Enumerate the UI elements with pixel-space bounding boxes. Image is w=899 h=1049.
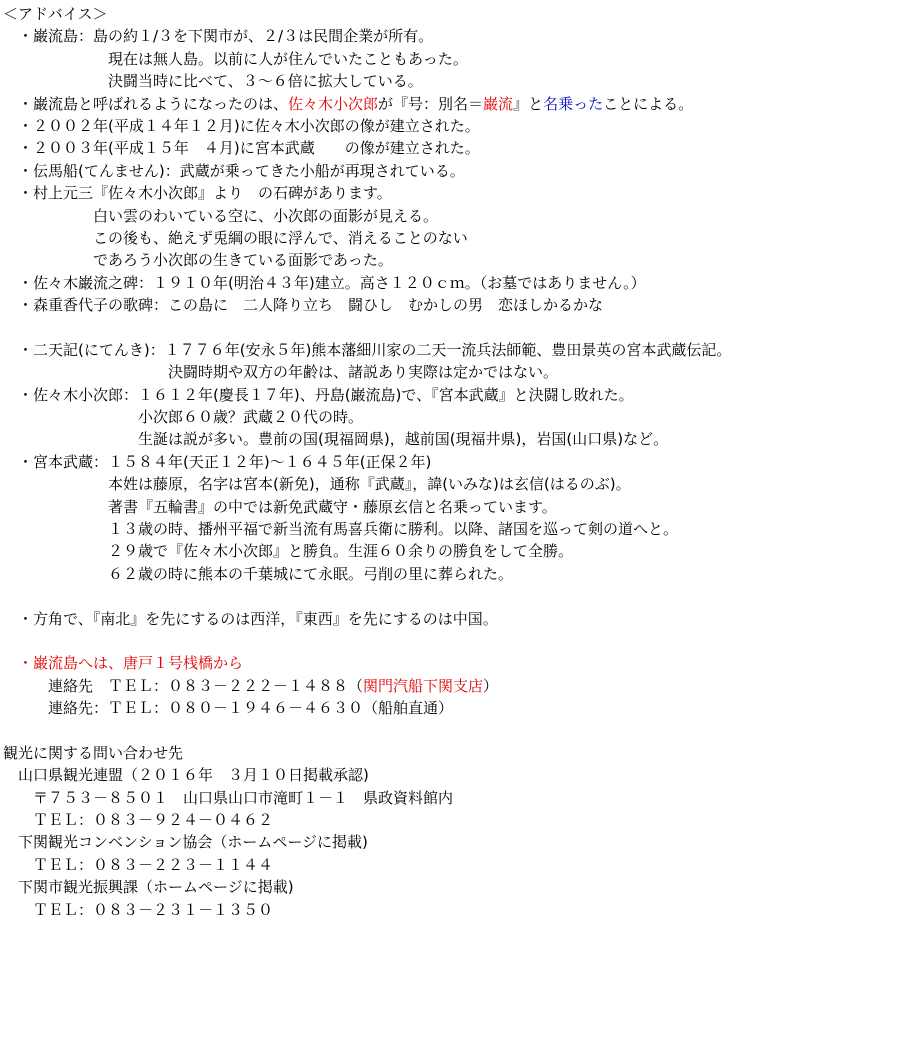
name-origin-text: ことによる。 — [603, 94, 694, 113]
spacer — [3, 585, 896, 607]
musashi-line-4: １３歳の時、播州平福で新当流有馬喜兵衛に勝利。以降、諸国を巡って剣の道へと。 — [3, 519, 679, 538]
kojiro-line-3: 生誕は説が多い。豊前の国(現福岡県)，越前国(現福井県)，岩国(山口県)など。 — [3, 430, 669, 449]
tenmasen-line: ・伝馬船(てんません)：武蔵が乗ってきた小船が再現されている。 — [3, 161, 465, 180]
murakami-line-1: ・村上元三『佐々木小次郎』より の石碑があります。 — [3, 184, 392, 203]
spacer — [3, 630, 896, 652]
tourism-heading: 観光に関する問い合わせ先 — [3, 743, 184, 762]
monument-line: ・佐々木巌流之碑：１９１０年(明治４３年)建立。高さ１２０ｃｍ。（お墓ではありません。） — [3, 273, 646, 292]
spacer — [3, 316, 896, 338]
statue-2003-line: ・２００３年(平成１５年 ４月)に宮本武蔵 の像が建立された。 — [3, 139, 480, 158]
shimonoseki-convention-name: 下関観光コンベンション協会（ホームページに掲載) — [3, 833, 368, 852]
murakami-line-3: この後も、絶えず兎綱の眼に浮んで、消えることのない — [3, 228, 468, 247]
murakami-line-4: であろう小次郎の生きている面影であった。 — [3, 251, 393, 270]
shimonoseki-convention-tel: ＴＥＬ：０８３－２２３－１１４４ — [3, 855, 274, 874]
nanotta-highlight: 名乗った — [543, 94, 604, 113]
musashi-line-3: 著書『五輪書』の中では新免武蔵守・藤原玄信と名乗っています。 — [3, 497, 557, 516]
advice-heading: ＜アドバイス＞ — [3, 5, 108, 23]
name-origin-text: が『号：別名＝ — [378, 94, 484, 113]
nitenki-line-2: 決闘時期や双方の年齢は、諸説あり実際は定かではない。 — [3, 363, 559, 382]
name-origin-text: 』と — [513, 94, 544, 113]
kojiro-line-1: ・佐々木小次郎：１６１２年(慶長１７年)、丹島(巌流島)で、『宮本武蔵』と決闘し敗れた。 — [3, 385, 634, 404]
morishige-poem-line: ・森重香代子の歌碑：この島に 二人降り立ち 闘ひし むかしの男 恋ほしかるかな — [3, 296, 604, 315]
ganryujima-owner-line-3: 決闘当時に比べて、３～６倍に拡大している。 — [3, 72, 423, 91]
ganryu-highlight: 巌流 — [483, 94, 514, 113]
musashi-line-6: ６２歳の時に熊本の千葉城にて永眠。弓削の里に葬られた。 — [3, 564, 514, 583]
direction-line: ・方角で、『南北』を先にするのは西洋，『東西』を先にするのは中国。 — [3, 609, 498, 628]
document-body — [3, 3, 896, 921]
spacer — [3, 720, 896, 742]
yamaguchi-federation-name: 山口県観光連盟（２０１６年 ３月１０日掲載承認) — [3, 766, 369, 785]
musashi-line-1: ・宮本武蔵：１５８４年(天正１２年)～１６４５年(正保２年) — [3, 452, 432, 471]
kojiro-line-2: 小次郎６０歳？武蔵２０代の時。 — [3, 408, 364, 427]
shimonoseki-city-name: 下関市観光振興課（ホームページに掲載) — [3, 878, 294, 897]
access-text: 巌流島へは、唐戸１号桟橋から — [33, 654, 244, 673]
contact-1-close: ） — [483, 676, 499, 695]
ganryujima-owner-line-1: ・巌流島：島の約１/３を下関市が、２/３は民間企業が所有。 — [3, 27, 434, 46]
contact-line-1 — [3, 675, 896, 697]
yamaguchi-federation-tel: ＴＥＬ：０８３－９２４－０４６２ — [3, 811, 274, 830]
ganryujima-owner-line-2: 現在は無人島。以前に人が住んでいたこともあった。 — [3, 49, 468, 68]
nitenki-line-1: ・二天記(にてんき)：１７７６年(安永５年)熊本藩細川家の二天一流兵法師範、豊田景英の宮本武蔵伝記。 — [3, 340, 732, 359]
yamaguchi-federation-address: 〒７５３－８５０１ 山口県山口市滝町１－１ 県政資料館内 — [3, 788, 454, 807]
kanmon-kisen-highlight: 関門汽船下関支店 — [363, 676, 484, 695]
contact-1-text: 連絡先 ＴＥＬ：０８３－２２２－１４８８（ — [3, 676, 364, 695]
statue-2002-line: ・２００２年(平成１４年１２月)に佐々木小次郎の像が建立された。 — [3, 116, 480, 135]
name-origin-text: ・巌流島と呼ばれるようになったのは、 — [3, 94, 289, 113]
access-line — [3, 652, 896, 674]
sasaki-kojiro-highlight: 佐々木小次郎 — [288, 94, 379, 113]
contact-line-2: 連絡先：ＴＥＬ：０８０－１９４６－４６３０（船舶直通） — [3, 699, 454, 718]
murakami-line-2: 白い雲のわいている空に、小次郎の面影が見える。 — [3, 206, 439, 225]
name-origin-line — [3, 93, 896, 115]
shimonoseki-city-tel: ＴＥＬ：０８３－２３１－１３５０ — [3, 900, 274, 919]
musashi-line-5: ２９歳で『佐々木小次郎』と勝負。生涯６０余りの勝負をして全勝。 — [3, 542, 574, 561]
musashi-line-2: 本姓は藤原，名字は宮本(新免)，通称『武蔵』，諱(いみな)は玄信(はるのぶ)。 — [3, 475, 631, 494]
access-bullet: ・ — [3, 654, 34, 673]
